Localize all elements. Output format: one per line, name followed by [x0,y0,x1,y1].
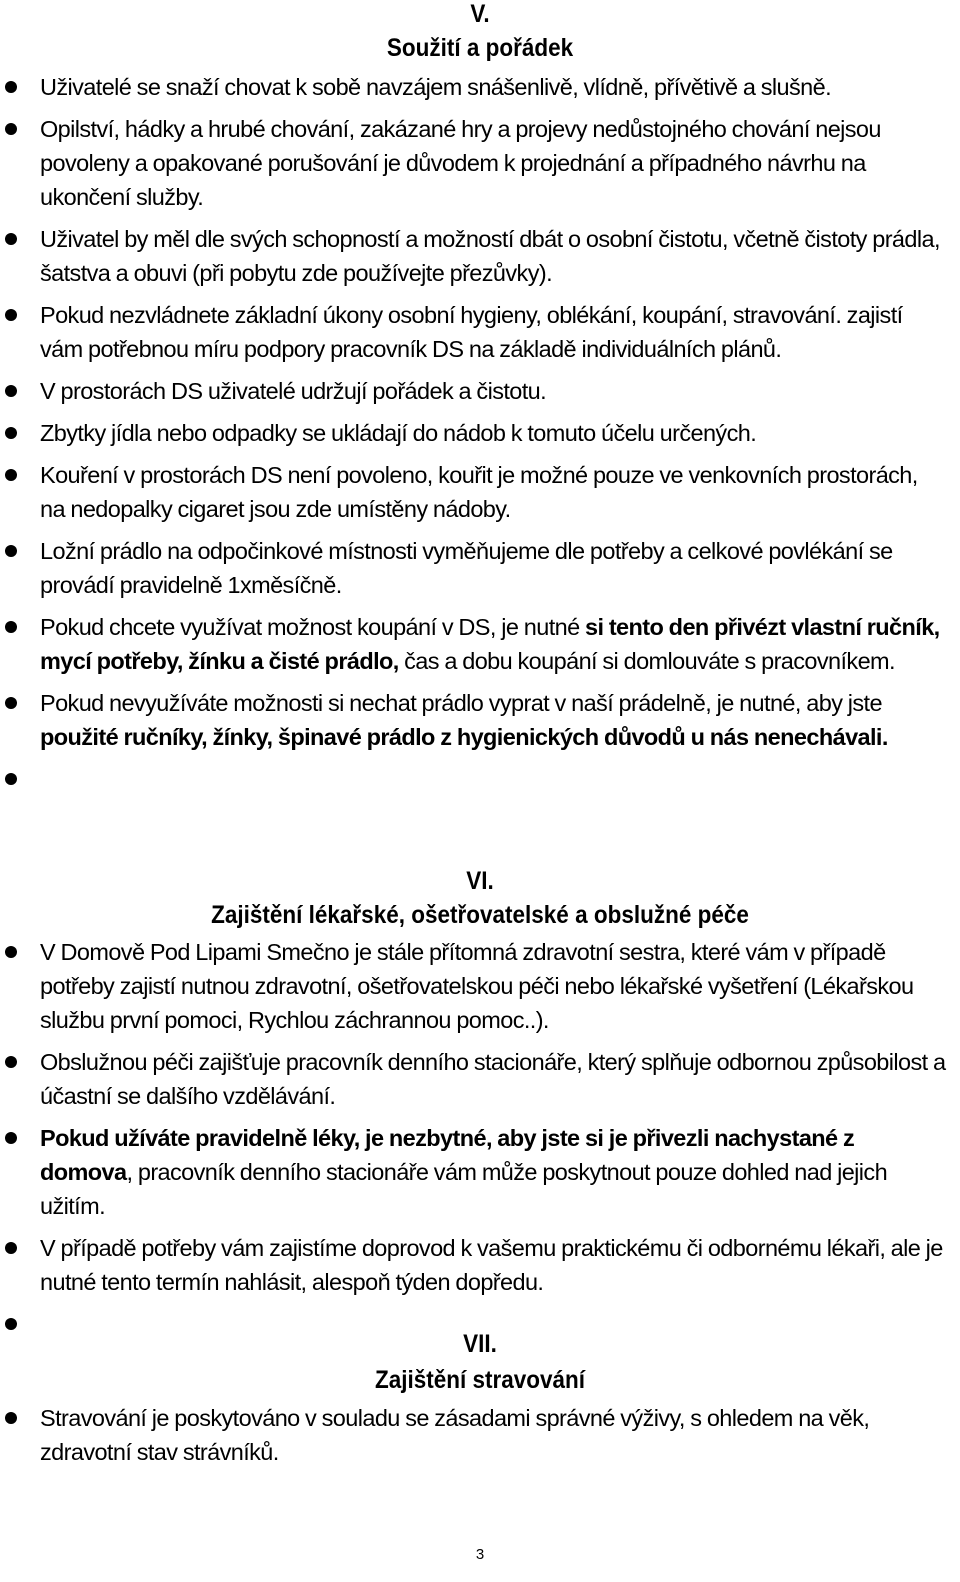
section-vi-title: Zajištění lékařské, ošetřovatelské a obslužné péče [211,901,749,929]
section-vii-number: VII. [463,1330,497,1358]
section-v-number: V. [470,0,490,28]
text-run: Pokud nezvládnete základní úkony osobní hygieny, oblékání, koupání, stravování. zajistí vám potřebnou míru podpory pracovník DS na základě individuálních plánů. [40,302,903,362]
section-vii-list [0,1401,960,1469]
text-run: Pokud chcete využívat možnost koupání v DS, je nutné [40,614,585,640]
section-v-title: Soužití a pořádek [386,34,574,62]
list-item [0,222,960,290]
list-item [0,686,960,754]
list-item [0,298,960,366]
text-run: Zbytky jídla nebo odpadky se ukládají do nádob k tomuto účelu určených. [40,420,757,446]
list-item [0,1401,960,1469]
bold-text: si tento den přivézt vlastní ručník, mycí potřeby, žínku a čisté prádlo, [40,614,940,674]
text-run: V Domově Pod Lipami Smečno je stále přítomná zdravotní sestra, které vám v případě potřeby zajistí nutnou zdravotní, ošetřovatelskou péči nebo lékařské vyšetření (Lékařskou službu první pomoci, Rychlou záchrannou pomoc..). [40,939,914,1033]
text-run: Stravování je poskytováno v souladu se zásadami správné výživy, s ohledem na věk, zdravotní stav strávníků. [40,1405,870,1465]
section-vi-list [0,935,960,1341]
text-run: Pokud nevyužíváte možnosti si nechat prádlo vyprat v naší prádelně, je nutné, aby jste [40,690,882,716]
text-run: V prostorách DS uživatelé udržují pořádek a čistotu. [40,378,547,404]
text-run: Opilství, hádky a hrubé chování, zakázané hry a projevy nedůstojného chování nejsou povoleny a opakované porušování je důvodem k projednání a případného návrhu na ukončení služby. [40,116,881,210]
bold-text: použité ručníky, žínky, špinavé prádlo z hygienických důvodů u nás nenechávali. [40,724,888,750]
list-item [0,458,960,526]
bold-text: Pokud užíváte pravidelně léky, je nezbytné, aby jste si je přivezli nachystané z domova [40,1125,855,1185]
list-item [0,70,960,104]
text-run: , pracovník denního stacionáře vám může poskytnout pouze dohled nad jejich užitím. [40,1159,888,1219]
list-item [0,935,960,1037]
list-item [0,112,960,214]
list-item [0,762,960,796]
list-item [0,1045,960,1113]
text-run: čas a dobu koupání si domlouváte s pracovníkem. [398,648,895,674]
text-run: Kouření v prostorách DS není povoleno, kouřit je možné pouze ve venkovních prostorách, na nedopalky cigaret jsou zde umístěny nádoby. [40,462,918,522]
list-item [0,610,960,678]
text-run: Uživatel by měl dle svých schopností a možností dbát o osobní čistotu, včetně čistoty prádla, šatstva a obuvi (při pobytu zde používejte přezůvky). [40,226,940,286]
section-vi-number: VI. [466,867,494,895]
list-item [0,534,960,602]
section-v-list [0,70,960,796]
list-item [0,1121,960,1223]
section-vii-title: Zajištění stravování [374,1366,586,1394]
text-run: V případě potřeby vám zajistíme doprovod k vašemu praktickému či odbornému lékaři, ale je nutné tento termín nahlásit, alespoň týden dopředu. [40,1235,943,1295]
list-item [0,1231,960,1299]
list-item [0,416,960,450]
text-run: Obslužnou péči zajišťuje pracovník denního stacionáře, který splňuje odbornou způsobilost a účastní se dalšího vzdělávání. [40,1049,946,1109]
text-run: Ložní prádlo na odpočinkové místnosti vyměňujeme dle potřeby a celkové povlékání se provádí pravidelně 1xměsíčně. [40,538,893,598]
page-number: 3 [475,1546,485,1563]
list-item [0,374,960,408]
text-run: Uživatelé se snaží chovat k sobě navzájem snášenlivě, vlídně, přívětivě a slušně. [40,74,832,100]
